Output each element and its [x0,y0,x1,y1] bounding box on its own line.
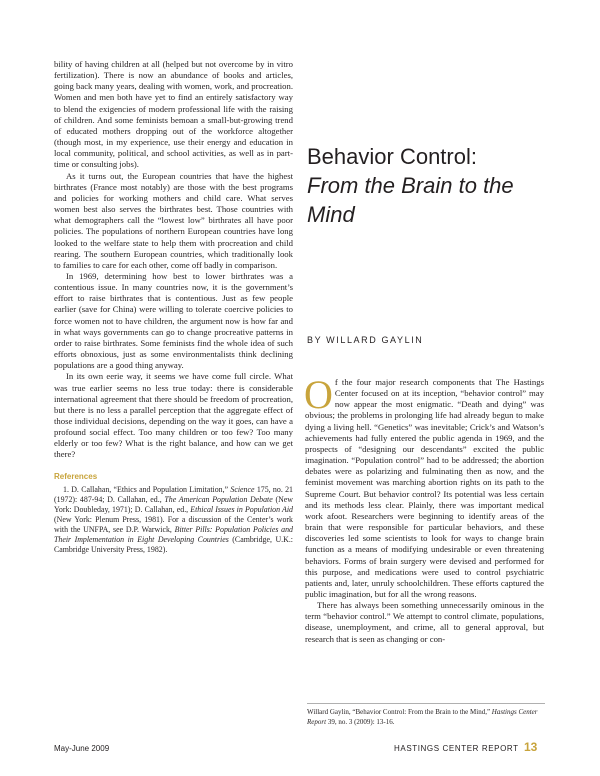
article-title [307,142,567,229]
opening-text: f the four major research components that The Hastings Center focused on at its inception, “behavior control” may now appear the most enigmatic. “Death and dying” was obvious; the problems in prolonging life had already begun to make dying a living hell. “Genetics” was inevitable; Crick’s and Watson’s achievements had fully entered the public agenda in 1969, and the prospects of “designing our descendants” excited the public imagination. “Population control” had to be addressed; the abortion debates were as polarizing and fulminating then as now, and the feminist movement was marching abortion rights on its path to the Supreme Court. But behavior control? Its potential was less certain and its methods less clear. Plainly, there was important medical work afoot. Researchers were beginning to identify areas of the brain that were responsible for particular behaviors, and these discoveries led some scientists to look for ways to change brain function as a means of modifying undesirable or even threatening behaviors. Forms of brain surgery were devised and performed for this purpose, and medications were used to control psychiatric patients and, later, unruly schoolchildren. These efforts captured the public imagination, but for all the wrong reasons. [305,377,544,599]
reference-book-title: Bitter Pills: Population Policies and Their Implementation in Eight Developing Countries [54,525,294,545]
body-paragraph [304,372,544,600]
drop-cap: O [304,372,333,417]
article-byline: BY WILLARD GAYLIN [307,335,424,345]
body-paragraph: In 1969, determining how best to lower birthrates was a contentious issue. In many countries now, it is the government’s effort to raise birthrates that is contentious. Just as few people earlier (save for China) were willing to tolerate coercive policies to force women not to have children, the argument now is how far and in what ways governments can go to change procreative patterns in order to raise birthrates. Some feminists find the whole idea of such efforts obnoxious, just as some environmentalists think declining populations are a good thing anyway. [54,270,293,371]
body-paragraph: There has always been something unnecessarily ominous in the term “behavior control.” We attempt to control climate, populations, disease, unemployment, and crime, all to general approval, but research that is seen as changing or con- [305,600,544,644]
article-subtitle-line1: From the Brain to the [307,173,514,198]
reference-text: (Cambridge, U.K.: Cambridge University Press, 1982). [54,535,293,555]
article-title-main: Behavior Control: [307,144,477,169]
reference-journal: Science [230,484,255,494]
footer-journal-name: HASTINGS CENTER REPORT [394,744,519,753]
reference-text: 175, no. 21 (1972): 487-94; D. Callahan, ed., [54,484,294,504]
page-number: 13 [524,740,538,754]
article-citation [307,703,545,727]
article-subtitle-line2: Mind [307,202,355,227]
right-column [304,372,544,645]
citation-text: Willard Gaylin, “Behavior Control: From the Brain to the Mind,” [307,708,492,716]
body-paragraph: As it turns out, the European countries that have the highest birthrates (France most notably) are those with the best programs and policies for working mothers and child care. What serves women best also serves the birthrates best. Those countries with what demographers call the “lowest low” birthrates all have poor policies. The populations of northern European countries have long looked to the welfare state to help them with procreation and child rearing. The southern European countries, which traditionally look to families to care for each other, come off badly in comparison. [54,170,293,270]
references-heading: References [54,471,98,481]
reference-item [54,485,293,556]
body-paragraph: bility of having children at all (helped but not overcome by in vitro fertilization). There is now an abundance of books and articles, going back many years, dealing with women, work, and procreation. Women and men both have yet to find an entirely satisfactory way to blend the exigencies of modern professional life with the raising of children. And some feminists bemoan a small-but-growing trend of educated mothers dropping out of the workforce altogether (though most, in my experience, use their energy and education in local community, political, and school activities, as well as in part-time or consulting jobs). [54,59,293,170]
reference-text: (New York: Plenum Press, 1981). For a discussion of the Center’s work with the UNFPA, see D.P. Warwick, [54,515,293,535]
left-column [54,59,293,555]
reference-book-title: The American Population Debate [164,494,273,504]
footer-date: May-June 2009 [54,744,110,753]
reference-text: 1. D. Callahan, “Ethics and Population Limitation,” [63,484,231,494]
citation-journal: Hastings Center Report [307,708,538,726]
body-paragraph: In its own eerie way, it seems we have come full circle. What was true earlier seems no less true today: there is considerable international agreement that there should be freedom of procreation, but there is no less a parallel perception that the aggregate effect of those individual decisions, depending on the way it goes, can have a profound social effect. Too many children or too few? Too many elderly or too few? What is the right balance, and how can we get there? [54,371,293,460]
reference-book-title: Ethical Issues in Population Aid [190,504,293,514]
reference-text: (New York: Doubleday, 1971); D. Callahan, ed., [54,494,293,514]
citation-text: 39, no. 3 (2009): 13-16. [326,717,395,726]
